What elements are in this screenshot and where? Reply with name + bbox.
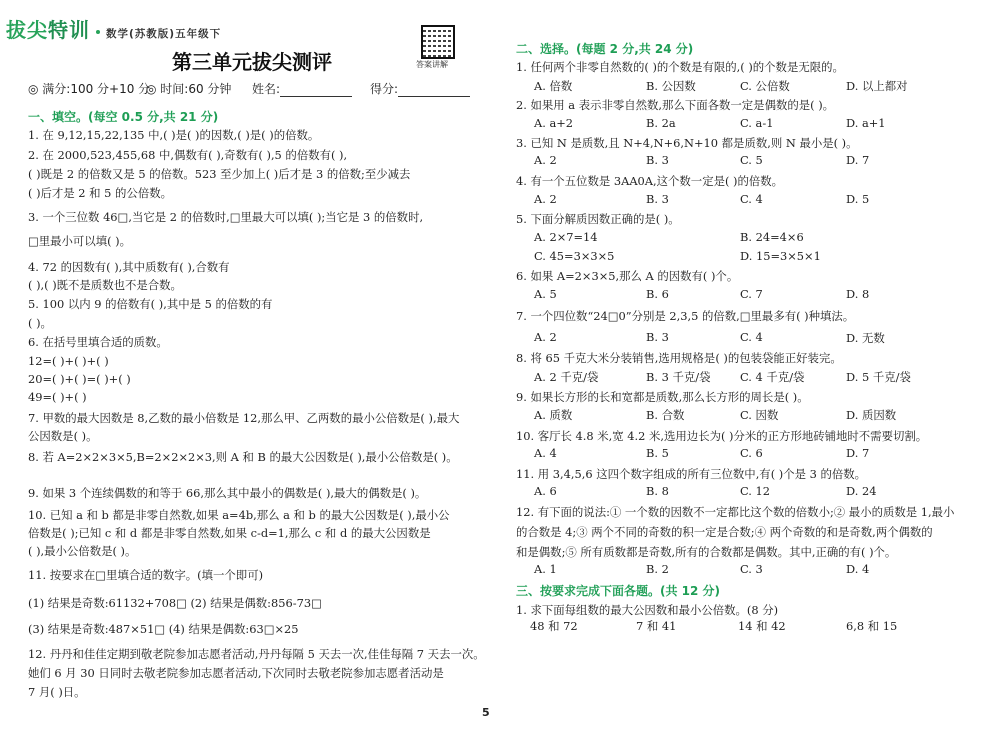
full-score: ◎ 满分:100 分+10 分 xyxy=(28,82,151,96)
s2-q12-b[interactable]: B. 2 xyxy=(646,562,669,576)
s1-line-18: 9. 如果 3 个连续偶数的和等于 66,那么其中最小的偶数是( ),最大的偶数是( )。 xyxy=(28,486,427,500)
s2-q6-b[interactable]: B. 6 xyxy=(646,287,669,301)
s2-q6-a[interactable]: A. 5 xyxy=(534,287,557,301)
s2-q12-a[interactable]: A. 1 xyxy=(534,562,557,576)
s2-q10-c[interactable]: C. 6 xyxy=(740,446,763,460)
brand-sub: 特训 xyxy=(48,18,90,42)
s1-line-23: (1) 结果是奇数:61132+708□ (2) 结果是偶数:856-73□ xyxy=(28,596,322,610)
section2-heading: 二、选择。(每题 2 分,共 24 分) xyxy=(516,42,694,56)
s2-q8-c[interactable]: C. 4 千克/袋 xyxy=(740,370,805,384)
s2-q4-d[interactable]: D. 5 xyxy=(846,192,870,206)
s2-q12-d[interactable]: D. 4 xyxy=(846,562,870,576)
s3-q1: 1. 求下面每组数的最大公因数和最小公倍数。(8 分) xyxy=(516,603,779,617)
s2-q10-a[interactable]: A. 4 xyxy=(534,446,557,460)
s1-line-19: 10. 已知 a 和 b 都是非零自然数,如果 a=4b,那么 a 和 b 的最大公因数是( ),最小公 xyxy=(28,508,450,522)
s1-line-8: ( ),( )既不是质数也不是合数。 xyxy=(28,278,182,292)
s1-line-24: (3) 结果是奇数:487×51□ (4) 结果是偶数:63□×25 xyxy=(28,622,299,636)
name-line[interactable] xyxy=(280,96,352,97)
score-line[interactable] xyxy=(398,96,470,97)
s2-q1-d[interactable]: D. 以上都对 xyxy=(846,79,908,93)
s2-q4-b[interactable]: B. 3 xyxy=(646,192,669,206)
score-label-text: 得分: xyxy=(370,82,399,96)
s1-line-4: ( )后才是 2 和 5 的公倍数。 xyxy=(28,186,173,200)
s2-q8: 8. 将 65 千克大米分装销售,选用规格是( )的包装袋能正好装完。 xyxy=(516,351,842,365)
s2-q8-a[interactable]: A. 2 千克/袋 xyxy=(534,370,599,384)
s1-line-17: 8. 若 A=2×2×3×5,B=2×2×2×3,则 A 和 B 的最大公因数是( ),最小公倍数是( )。 xyxy=(28,450,458,464)
s3-pair-2: 7 和 41 xyxy=(636,619,677,633)
s1-line-14: 49=( )+( ) xyxy=(28,390,87,404)
s2-q6-d[interactable]: D. 8 xyxy=(846,287,870,301)
right-page xyxy=(500,0,1000,730)
s2-q9-d[interactable]: D. 质因数 xyxy=(846,408,897,422)
s2-q10: 10. 客厅长 4.8 米,宽 4.2 米,选用边长为( )分米的正方形地砖铺地时不需要切割。 xyxy=(516,429,928,443)
s1-line-21: ( ),最小公倍数是( )。 xyxy=(28,544,137,558)
s2-q5-a[interactable]: A. 2×7=14 xyxy=(534,230,598,244)
s2-q1-b[interactable]: B. 公因数 xyxy=(646,79,696,93)
s2-q7-b[interactable]: B. 3 xyxy=(646,330,669,344)
s1-line-7: 4. 72 的因数有( ),其中质数有( ),合数有 xyxy=(28,260,230,274)
page-title: 第三单元拔尖测评 xyxy=(172,50,332,74)
s2-q11: 11. 用 3,4,5,6 这四个数字组成的所有三位数中,有( )个是 3 的倍数。 xyxy=(516,467,867,481)
s1-line-27: 7 月( )日。 xyxy=(28,685,86,699)
s2-q10-b[interactable]: B. 5 xyxy=(646,446,669,460)
s2-q6-c[interactable]: C. 7 xyxy=(740,287,763,301)
s2-q9-b[interactable]: B. 合数 xyxy=(646,408,685,422)
s2-q11-b[interactable]: B. 8 xyxy=(646,484,669,498)
s1-line-10: ( )。 xyxy=(28,316,52,330)
s1-line-6: □里最小可以填( )。 xyxy=(28,234,132,248)
s2-q9: 9. 如果长方形的长和宽都是质数,那么长方形的周长是( )。 xyxy=(516,390,809,404)
s2-q11-d[interactable]: D. 24 xyxy=(846,484,877,498)
s2-q3-c[interactable]: C. 5 xyxy=(740,153,763,167)
s2-q10-d[interactable]: D. 7 xyxy=(846,446,870,460)
brand-main: 拔尖 xyxy=(6,18,48,42)
s1-line-2: 2. 在 2000,523,455,68 中,偶数有( ),奇数有( ),5 的倍数有( ), xyxy=(28,148,348,162)
s2-q7-d[interactable]: D. 无数 xyxy=(846,331,885,345)
score-label xyxy=(370,80,470,97)
s2-q12-line-1: 12. 有下面的说法:① 一个数的因数不一定都比这个数的倍数小;② 最小的质数是 1,最小 xyxy=(516,505,955,519)
s2-q7-c[interactable]: C. 4 xyxy=(740,330,763,344)
s2-q5: 5. 下面分解质因数正确的是( )。 xyxy=(516,212,680,226)
s2-q2-b[interactable]: B. 2a xyxy=(646,116,676,130)
s1-line-11: 6. 在括号里填合适的质数。 xyxy=(28,335,168,349)
s1-line-26: 她们 6 月 30 日同时去敬老院参加志愿者活动,下次同时去敬老院参加志愿者活动是 xyxy=(28,666,444,680)
s1-line-12: 12=( )+( )+( ) xyxy=(28,354,109,368)
s2-q8-d[interactable]: D. 5 千克/袋 xyxy=(846,370,911,384)
s1-line-15: 7. 甲数的最大因数是 8,乙数的最小倍数是 12,那么甲、乙两数的最小公倍数是( ),最大 xyxy=(28,411,460,425)
s2-q9-c[interactable]: C. 因数 xyxy=(740,408,779,422)
s1-line-20: 倍数是( );已知 c 和 d 都是非零自然数,如果 c-d=1,那么 c 和 d 的最大公因数是 xyxy=(28,526,431,540)
s2-q2: 2. 如果用 a 表示非零自然数,那么下面各数一定是偶数的是( )。 xyxy=(516,98,835,112)
s1-line-13: 20=( )+( )=( )+( ) xyxy=(28,372,131,386)
s2-q12-c[interactable]: C. 3 xyxy=(740,562,763,576)
subject-label: 数学(苏教版)五年级下 xyxy=(106,28,222,40)
s2-q11-a[interactable]: A. 6 xyxy=(534,484,557,498)
s2-q3: 3. 已知 N 是质数,且 N+4,N+6,N+10 都是质数,则 N 最小是( )。 xyxy=(516,136,858,150)
s2-q4: 4. 有一个五位数是 3AA0A,这个数一定是( )的倍数。 xyxy=(516,174,784,188)
s2-q2-a[interactable]: A. a+2 xyxy=(534,116,574,130)
s3-pair-1: 48 和 72 xyxy=(530,619,578,633)
s2-q1: 1. 任何两个非零自然数的( )的个数是有限的,( )的个数是无限的。 xyxy=(516,60,844,74)
s2-q5-b[interactable]: B. 24=4×6 xyxy=(740,230,804,244)
s2-q5-d[interactable]: D. 15=3×5×1 xyxy=(740,249,821,263)
s2-q3-d[interactable]: D. 7 xyxy=(846,153,870,167)
s1-line-9: 5. 100 以内 9 的倍数有( ),其中是 5 的倍数的有 xyxy=(28,297,273,311)
qr-caption: 答案讲解 xyxy=(416,60,448,69)
dot-icon xyxy=(96,30,100,34)
name-label xyxy=(252,80,352,97)
s2-q12-line-3: 和是偶数;⑤ 所有质数都是奇数,所有的合数都是偶数。其中,正确的有( )个。 xyxy=(516,545,897,559)
s1-line-1: 1. 在 9,12,15,22,135 中,( )是( )的因数,( )是( )的倍数。 xyxy=(28,128,320,142)
s3-pair-3: 14 和 42 xyxy=(738,619,786,633)
s1-line-3: ( )既是 2 的倍数又是 5 的倍数。523 至少加上( )后才是 3 的倍数;至少减去 xyxy=(28,167,411,181)
s2-q8-b[interactable]: B. 3 千克/袋 xyxy=(646,370,711,384)
s2-q4-c[interactable]: C. 4 xyxy=(740,192,763,206)
s1-line-16: 公因数是( )。 xyxy=(28,429,98,443)
time-limit: ◎ 时间:60 分钟 xyxy=(146,82,232,96)
s2-q4-a[interactable]: A. 2 xyxy=(534,192,557,206)
s2-q2-d[interactable]: D. a+1 xyxy=(846,116,886,130)
qr-code-icon[interactable] xyxy=(421,25,455,59)
s2-q7-a[interactable]: A. 2 xyxy=(534,330,557,344)
s1-line-22: 11. 按要求在□里填合适的数字。(填一个即可) xyxy=(28,568,264,582)
s2-q12-line-2: 的合数是 4;③ 两个不同的奇数的积一定是合数;④ 两个奇数的和是奇数,两个偶数的 xyxy=(516,525,933,539)
brand-logo xyxy=(6,14,221,43)
s2-q11-c[interactable]: C. 12 xyxy=(740,484,771,498)
s2-q1-c[interactable]: C. 公倍数 xyxy=(740,79,790,93)
section3-heading: 三、按要求完成下面各题。(共 12 分) xyxy=(516,584,721,598)
s2-q2-c[interactable]: C. a-1 xyxy=(740,116,774,130)
section1-heading: 一、填空。(每空 0.5 分,共 21 分) xyxy=(28,110,219,124)
s2-q1-a[interactable]: A. 倍数 xyxy=(534,79,573,93)
s1-line-5: 3. 一个三位数 46□,当它是 2 的倍数时,□里最大可以填( );当它是 3 的倍数时, xyxy=(28,210,424,224)
page-number: 5 xyxy=(482,706,490,719)
s3-pair-4: 6,8 和 15 xyxy=(846,619,898,633)
name-label-text: 姓名: xyxy=(252,82,281,96)
s1-line-25: 12. 丹丹和佳佳定期到敬老院参加志愿者活动,丹丹每隔 5 天去一次,佳佳每隔 7 天去一次。 xyxy=(28,647,485,661)
s2-q6: 6. 如果 A=2×3×5,那么 A 的因数有( )个。 xyxy=(516,269,739,283)
s2-q7: 7. 一个四位数“24□0”分别是 2,3,5 的倍数,□里最多有( )种填法。 xyxy=(516,309,855,323)
left-page xyxy=(0,0,490,730)
s2-q9-a[interactable]: A. 质数 xyxy=(534,408,573,422)
s2-q5-c[interactable]: C. 45=3×3×5 xyxy=(534,249,615,263)
s2-q3-a[interactable]: A. 2 xyxy=(534,153,557,167)
s2-q3-b[interactable]: B. 3 xyxy=(646,153,669,167)
